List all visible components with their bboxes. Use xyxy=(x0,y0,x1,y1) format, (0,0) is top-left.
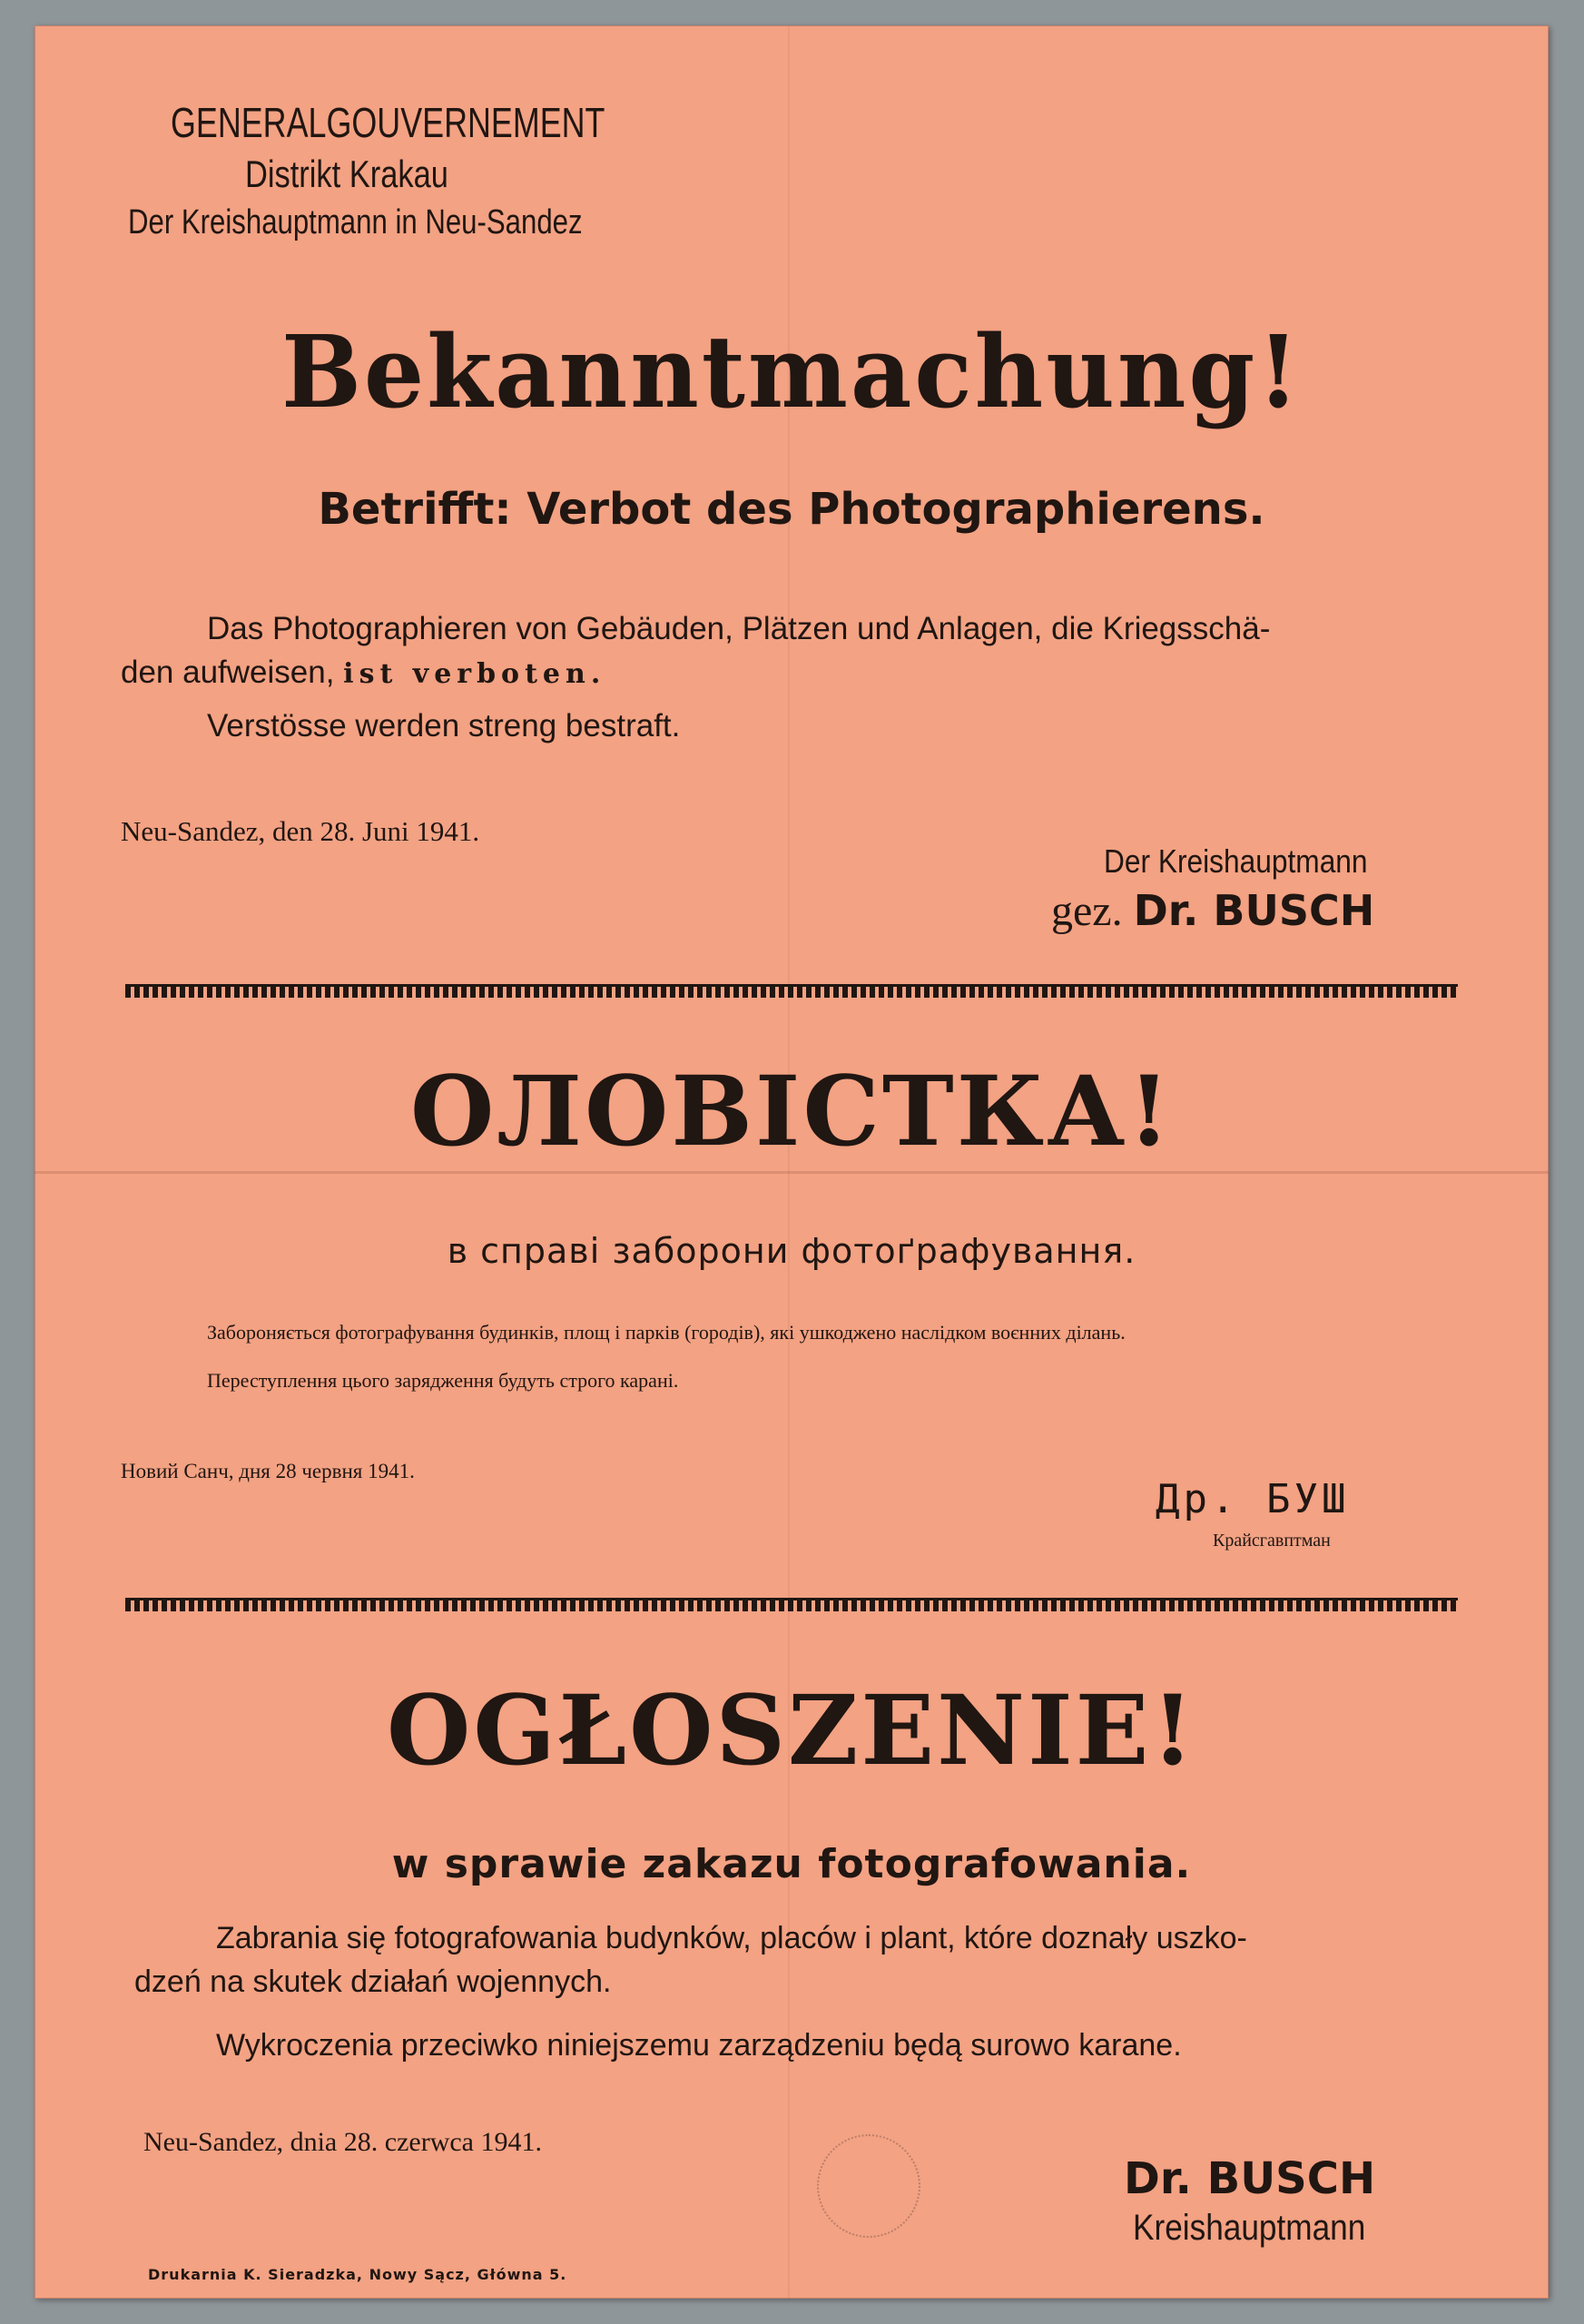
header-authority: GENERALGOUVERNEMENT xyxy=(171,99,605,146)
divider-line-1 xyxy=(125,984,1458,998)
printer-imprint: Drukarnia K. Sieradzka, Nowy Sącz, Główna 5. xyxy=(148,2266,567,2283)
ukrainian-paragraph-2: Переступлення цього зарядження будуть строго карані. xyxy=(207,1369,679,1392)
ukrainian-signature-name: Др. БУШ xyxy=(1156,1476,1350,1522)
german-paragraph-1-line-2-text: den aufweisen, xyxy=(121,655,344,690)
german-signature-name: Dr. BUSCH xyxy=(1133,886,1375,935)
german-paragraph-2: Verstösse werden streng bestraft. xyxy=(207,708,681,743)
german-signature xyxy=(1051,886,1374,936)
german-date: Neu-Sandez, den 28. Juni 1941. xyxy=(121,815,480,847)
poster-sheet xyxy=(34,25,1549,2299)
ukrainian-signature-title: Крайсгавптман xyxy=(1213,1531,1331,1551)
german-signature-title: Der Kreishauptmann xyxy=(1104,842,1368,880)
divider-line-2 xyxy=(125,1598,1458,1611)
german-emphasis: ist verboten. xyxy=(343,658,606,690)
polish-paragraph-2: Wykroczenia przeciwko niniejszemu zarządzeniu będą surowo karane. xyxy=(216,2028,1182,2063)
polish-paragraph-1-line-2: dzeń na skutek działań wojennych. xyxy=(134,1965,612,1999)
polish-paragraph-1-line-1: Zabrania się fotografowania budynków, placów i plant, które doznały uszko- xyxy=(216,1921,1247,1955)
german-title: Bekanntmachung! xyxy=(281,312,1302,431)
header-district: Distrikt Krakau xyxy=(245,153,448,195)
polish-subtitle: w sprawie zakazu fotografowania. xyxy=(391,1841,1192,1887)
header-office: Der Kreishauptmann in Neu-Sandez xyxy=(128,203,583,241)
ukrainian-subtitle: в справі заборони фотоґрафування. xyxy=(447,1231,1136,1271)
german-subtitle: Betrifft: Verbot des Photographierens. xyxy=(318,484,1265,535)
german-signature-prefix: gez. xyxy=(1051,887,1134,935)
polish-date: Neu-Sandez, dnia 28. czerwca 1941. xyxy=(143,2127,542,2157)
ukrainian-paragraph-1: Забороняється фотографування будинків, площ і парків (городів), які ушкоджено наслідком воєнних ділань. xyxy=(207,1321,1126,1344)
ukrainian-title: ОЛОВІСТКА! xyxy=(409,1054,1174,1167)
polish-signature-name: Dr. BUSCH xyxy=(1124,2153,1376,2204)
polish-signature-title: Kreishauptmann xyxy=(1133,2208,1366,2248)
german-paragraph-1-line-2 xyxy=(121,655,605,691)
faint-stamp xyxy=(817,2134,920,2238)
german-paragraph-1-line-1: Das Photographieren von Gebäuden, Plätzen und Anlagen, die Kriegsschä- xyxy=(207,611,1271,646)
polish-title: OGŁOSZENIE! xyxy=(387,1673,1196,1787)
fold-line-horizontal xyxy=(34,1171,1549,1174)
ukrainian-date: Новий Санч, дня 28 червня 1941. xyxy=(121,1460,415,1482)
